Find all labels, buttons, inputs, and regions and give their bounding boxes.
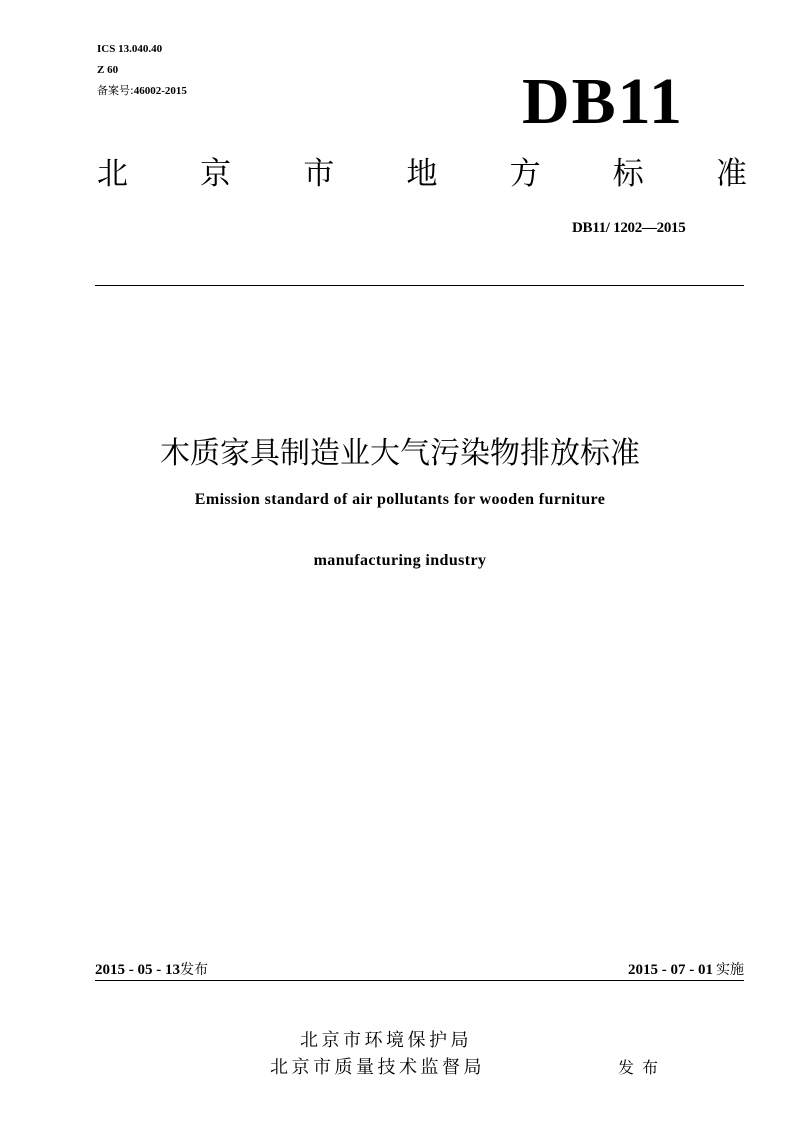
- implement-date: [628, 960, 744, 980]
- title-chinese: 木质家具制造业大气污染物排放标准: [160, 436, 640, 471]
- release-date-value: 2015 - 05 - 13: [95, 962, 180, 978]
- standard-type-char: 准: [715, 156, 747, 192]
- filing-number: 46002-2015: [133, 85, 187, 97]
- release-label: 发布: [180, 962, 208, 978]
- standard-type-char: 地: [406, 156, 438, 192]
- filing-label: 备案号:: [97, 84, 134, 97]
- title-english-line1: Emission standard of air pollutants for wooden furniture: [194, 491, 606, 508]
- standard-type-char: 北: [97, 156, 128, 192]
- issuer-environment-bureau: 北京市环境保护局: [300, 1030, 472, 1051]
- db-code: DB11: [522, 65, 685, 138]
- ics-code: ICS 13.040.40: [97, 43, 163, 55]
- standard-type-char: 标: [612, 156, 644, 192]
- issuer-quality-bureau: 北京市质量技术监督局: [270, 1057, 485, 1078]
- implement-label: 实施: [716, 962, 744, 978]
- ccs-code: Z 60: [97, 64, 119, 76]
- release-date: [95, 960, 208, 980]
- title-english-line2: manufacturing industry: [313, 552, 487, 569]
- issue-word: 发布: [618, 1058, 667, 1077]
- footer-divider: [95, 980, 744, 981]
- standard-type-char: 方: [509, 156, 541, 192]
- header-divider: [95, 285, 744, 286]
- standard-type-char: 市: [303, 156, 335, 192]
- standard-type-heading: [97, 152, 747, 196]
- standard-type-char: 京: [200, 156, 232, 192]
- standard-number: DB11/ 1202—2015: [572, 220, 686, 236]
- filing-record: [97, 84, 187, 98]
- implement-date-value: 2015 - 07 - 01: [628, 962, 713, 978]
